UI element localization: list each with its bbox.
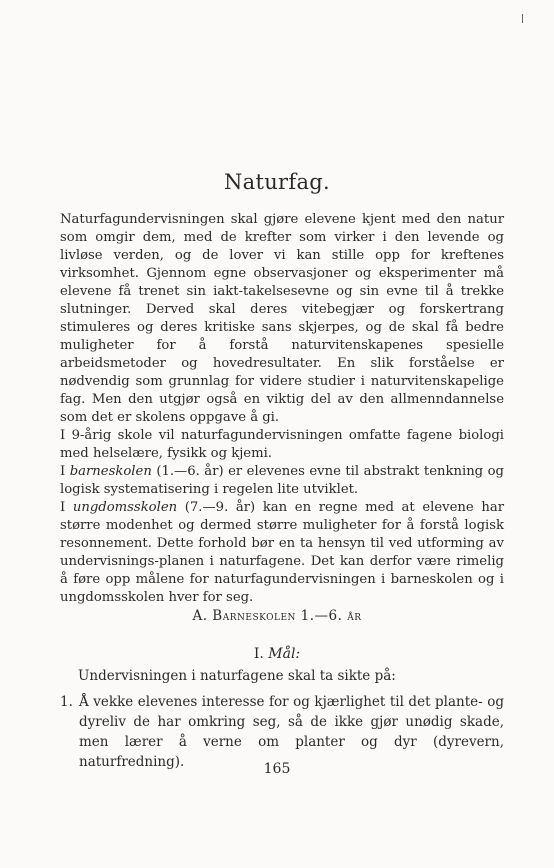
paragraph-rest: (1.—6. år) er elevenes evne til abstrakt tenkning og logisk systematisering i regelen lite utviklet. [60, 464, 504, 497]
paragraph-rest: (7.—9. år) kan en regne med at elevene har større modenhet og dermed større muligheter for å forstå logisk resonnement. Dette forhold bør en ta hensyn til ved utforming av undervisnings-planen i naturfagene. Det kan derfor være rimelig å føre opp målene for naturfagundervisningen i barneskolen og i ungdomsskolen hver for seg. [60, 500, 505, 605]
list-item-number: 1. [60, 694, 73, 710]
sub-heading-number: I. [253, 646, 269, 662]
paragraph-barneskolen [60, 463, 504, 499]
term-barneskolen: barneskolen [69, 464, 152, 479]
section-heading: A. Barneskolen 1.—6. år [192, 608, 362, 624]
list-item-text: Å vekke elevenes interesse for og kjærlighet til det plante- og dyreliv de har omkring seg, så de ikke gjør unødig skade, men lærer å verne om planter og dyr (dyrevern, naturfredning). [79, 694, 504, 770]
list-item [60, 692, 504, 772]
page-title: Naturfag. [223, 170, 330, 194]
paragraph-9-arig: I 9-årig skole vil naturfagundervisningen omfatte fagene biologi med helselære, fysikk og kjemi. [60, 428, 504, 461]
term-ungdomsskolen: ungdomsskolen [72, 500, 178, 515]
paragraph-lead: I [60, 464, 70, 479]
margin-mark [522, 14, 523, 23]
page-number: 165 [263, 761, 291, 777]
intro-line: Undervisningen i naturfagene skal ta sikte på: [78, 668, 396, 684]
paragraph-lead: I [60, 500, 73, 515]
sub-heading-label: Mål: [268, 646, 301, 662]
body-text [60, 211, 504, 607]
paragraph-intro: Naturfagundervisningen skal gjøre elevene kjent med den natur som omgir dem, med de krefter som virker i den levende og livløse verden, og de lover vi kan stille opp for kreftenes virksomhet. Gjennom egne observasjoner og eksperimenter må elevene få trenet sin iakt-takelsesevne og sin evne til å trekke slutninger. Derved skal deres vitebegjær og forskertrang stimuleres og deres kritiske sans skjerpes, og de skal få bedre muligheter for å forstå naturvitenskapenes spesielle arbeidsmetoder og hovedresultater. En slik forståelse er nødvendig som grunnlag for videre studier i naturvitenskapelige fag. Men den utgjør også en viktig del av den allmenndannelse som det er skolens oppgave å gi. [60, 212, 504, 425]
paragraph-ungdomsskolen [60, 499, 504, 607]
sub-heading [0, 646, 554, 662]
